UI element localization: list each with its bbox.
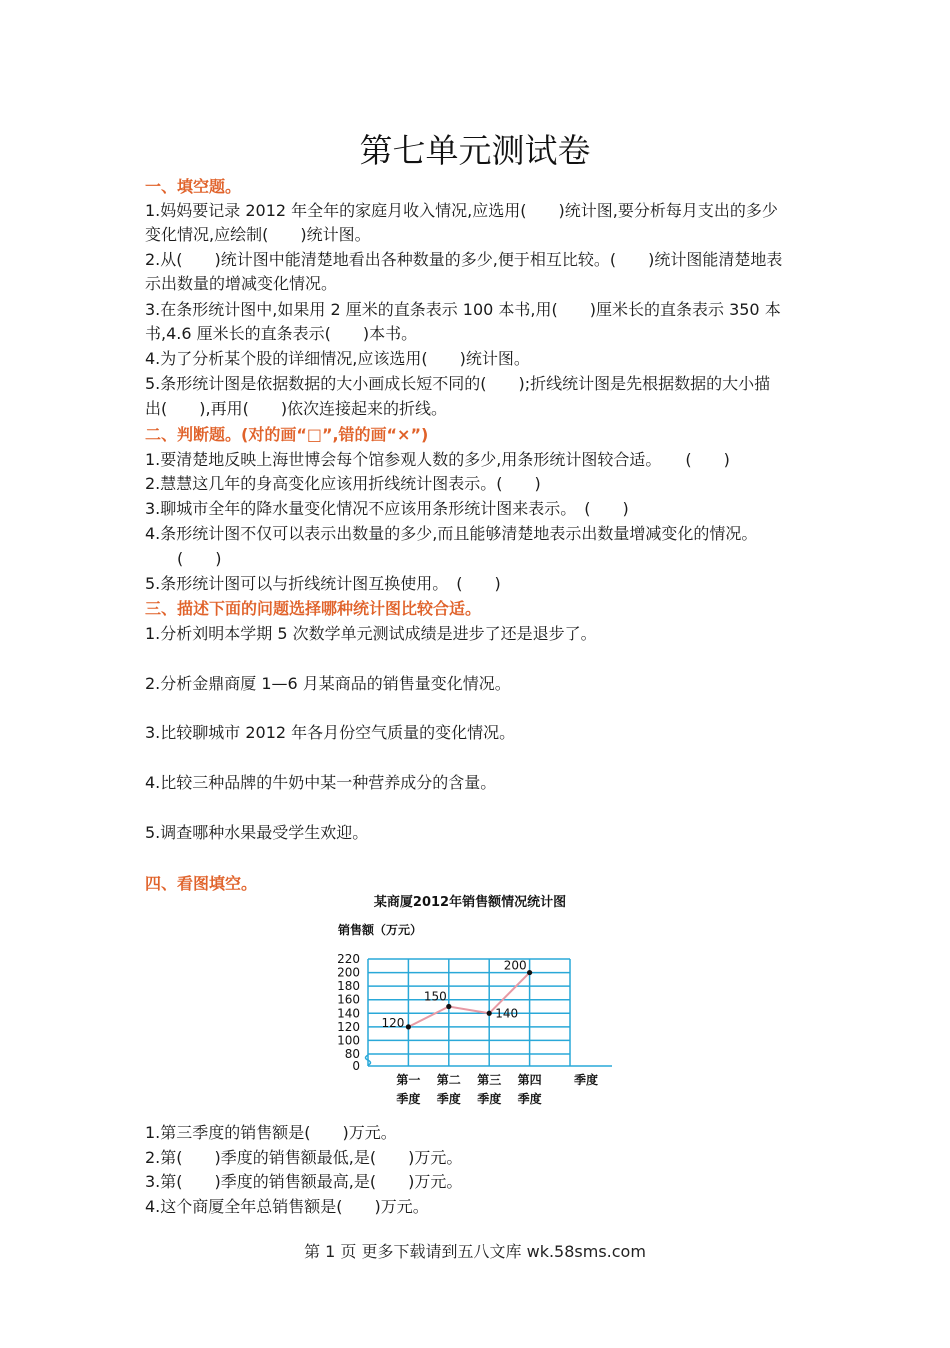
chart-ylabel: 销售额（万元） [338, 923, 423, 937]
section-heading-choose: 三、描述下面的问题选择哪种统计图比较合适。 [145, 599, 482, 618]
y-tick-label: 100 [337, 1033, 360, 1048]
question-line: 1.分析刘明本学期 5 次数学单元测试成绩是进步了还是退步了。 [145, 624, 597, 643]
section-heading-chart: 四、看图填空。 [145, 874, 258, 893]
section-heading-fill: 一、填空题。 [145, 177, 242, 196]
chart-title: 某商厦2012年销售额情况统计图 [373, 895, 567, 910]
data-point [406, 1024, 411, 1029]
y-tick-label: 200 [337, 965, 360, 980]
question-line: 1.要清楚地反映上海世博会每个馆参观人数的多少,用条形统计图较合适。 ( ) [145, 450, 730, 469]
question-line: 4.比较三种品牌的牛奶中某一种营养成分的含量。 [145, 773, 497, 792]
y-tick-label: 140 [337, 1006, 360, 1021]
question-line: 2.第( )季度的销售额最低,是( )万元。 [145, 1148, 463, 1167]
page-footer: 第 1 页 更多下载请到五八文库 wk.58sms.com [304, 1242, 646, 1261]
question-line: 出( ),再用( )依次连接起来的折线。 [145, 399, 448, 418]
question-line: ( ) [145, 549, 222, 568]
data-label: 200 [503, 958, 527, 973]
y-tick-label: 80 [344, 1047, 360, 1061]
x-category-label: 第一 [396, 1073, 421, 1087]
question-line: 3.在条形统计图中,如果用 2 厘米的直条表示 100 本书,用( )厘米长的直条表示 350 本 [145, 300, 781, 319]
y-tick-label: 0 [352, 1059, 360, 1073]
question-line: 4.为了分析某个股的详细情况,应该选用( )统计图。 [145, 349, 530, 368]
x-category-label: 季度 [396, 1092, 421, 1106]
series-line [408, 973, 529, 1027]
question-line: 3.比较聊城市 2012 年各月份空气质量的变化情况。 [145, 723, 516, 742]
question-line: 2.慧慧这几年的身高变化应该用折线统计图表示。( ) [145, 474, 541, 493]
question-line: 5.条形统计图是依据数据的大小画成长短不同的( );折线统计图是先根据数据的大小描 [145, 374, 771, 393]
data-point [487, 1011, 492, 1016]
data-point [527, 970, 532, 975]
x-category-label: 季度 [436, 1092, 461, 1106]
question-line: 2.分析金鼎商厦 1—6 月某商品的销售量变化情况。 [145, 674, 511, 693]
question-line: 3.聊城市全年的降水量变化情况不应该用条形统计图来表示。 ( ) [145, 499, 629, 518]
question-line: 书,4.6 厘米长的直条表示( )本书。 [145, 324, 418, 343]
question-line: 1.妈妈要记录 2012 年全年的家庭月收入情况,应选用( )统计图,要分析每月支出的多少 [145, 201, 778, 220]
data-point [446, 1004, 451, 1009]
chart-xlabel: 季度 [574, 1073, 599, 1087]
y-tick-label: 220 [337, 952, 360, 966]
y-tick-label: 180 [337, 979, 360, 994]
data-label: 140 [495, 1006, 519, 1021]
y-tick-label: 160 [337, 992, 360, 1007]
page-title: 第七单元测试卷 [359, 131, 591, 170]
question-line: 4.这个商厦全年总销售额是( )万元。 [145, 1197, 429, 1216]
axis-break-mark [366, 1055, 371, 1065]
x-category-label: 第三 [477, 1073, 502, 1087]
x-category-label: 第四 [517, 1073, 542, 1087]
question-line: 2.从( )统计图中能清楚地看出各种数量的多少,便于相互比较。( )统计图能清楚地表 [145, 250, 783, 269]
x-category-label: 季度 [477, 1092, 502, 1106]
question-line: 5.调查哪种水果最受学生欢迎。 [145, 823, 369, 842]
question-line: 1.第三季度的销售额是( )万元。 [145, 1123, 397, 1142]
question-line: 4.条形统计图不仅可以表示出数量的多少,而且能够清楚地表示出数量增减变化的情况。 [145, 524, 758, 543]
question-line: 3.第( )季度的销售额最高,是( )万元。 [145, 1172, 463, 1191]
data-label: 150 [423, 989, 447, 1004]
question-line: 变化情况,应绘制( )统计图。 [145, 225, 371, 244]
x-category-label: 季度 [517, 1092, 542, 1106]
y-tick-label: 120 [337, 1019, 360, 1034]
section-heading-judge: 二、判断题。(对的画“□”,错的画“×”) [145, 425, 429, 444]
data-label: 120 [381, 1015, 405, 1030]
question-line: 5.条形统计图可以与折线统计图互换使用。 ( ) [145, 574, 501, 593]
question-line: 示出数量的增减变化情况。 [145, 274, 338, 293]
x-category-label: 第二 [436, 1073, 461, 1087]
